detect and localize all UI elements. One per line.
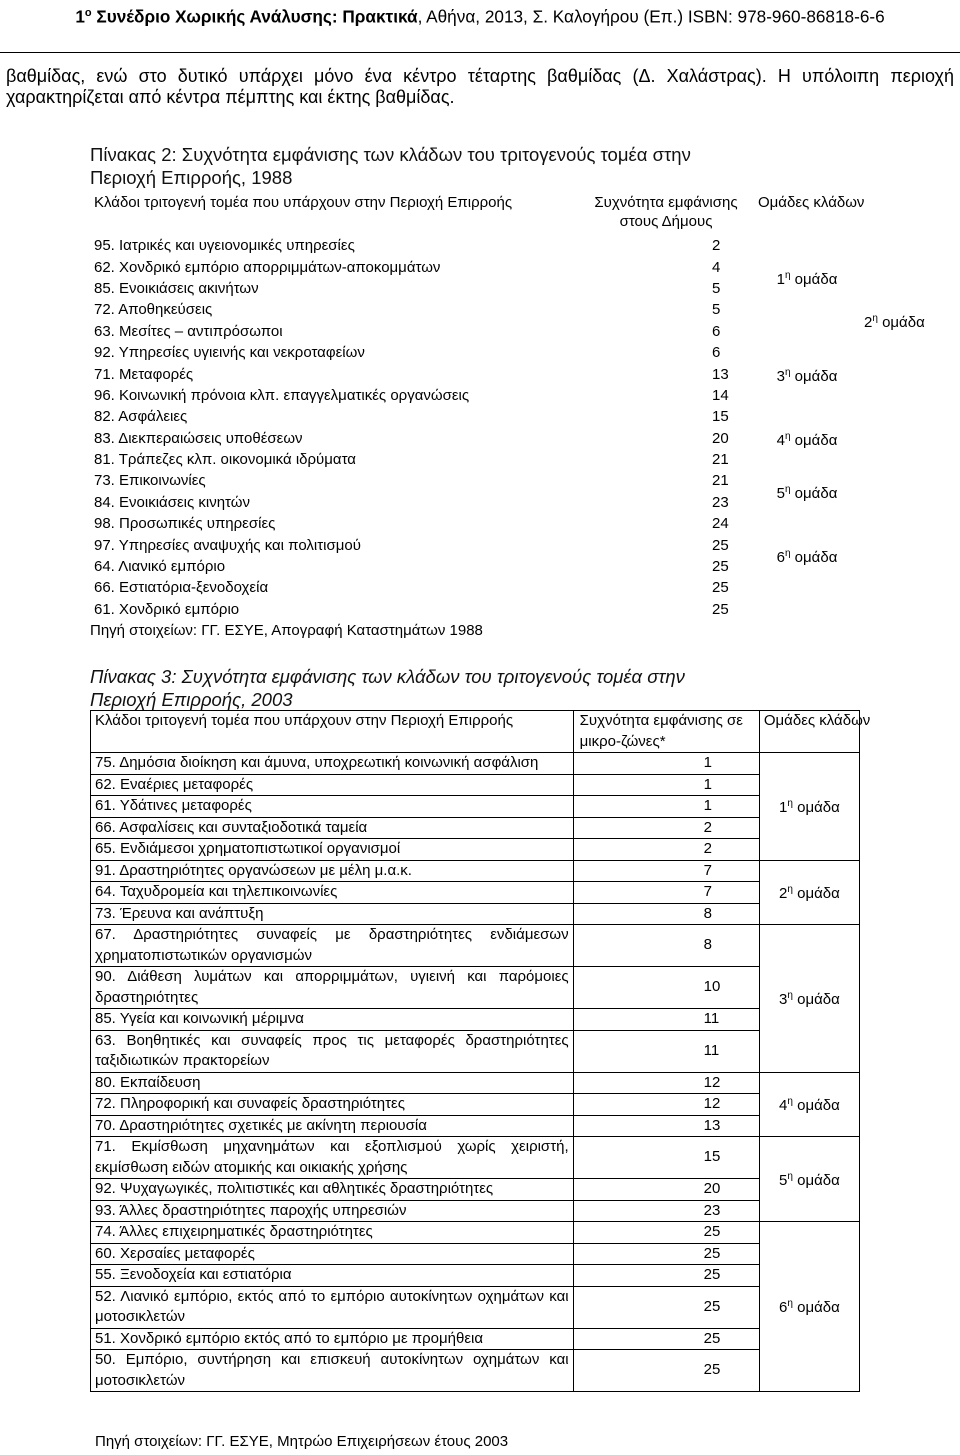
frequency-cell: 6 xyxy=(712,322,721,340)
branch-name-cell: 85. Υγεία και κοινωνική μέριμνα xyxy=(91,1009,574,1031)
frequency-cell: 8 xyxy=(573,925,759,967)
header-details: , Αθήνα, 2013, Σ. Καλογήρου (Επ.) ISBN: 978-960-86818-6-6 xyxy=(417,6,885,27)
group-cell xyxy=(759,1222,859,1392)
group-ordinal: η xyxy=(787,884,793,895)
group-ordinal: η xyxy=(872,313,878,325)
frequency-cell: 23 xyxy=(573,1200,759,1222)
branch-name-cell: 51. Χονδρικό εμπόριο εκτός από το εμπόριο με προμήθεια xyxy=(91,1328,574,1350)
group-label: ομάδα xyxy=(792,1171,840,1189)
table-row xyxy=(90,599,860,620)
frequency-cell: 7 xyxy=(573,882,759,904)
branch-name-cell: 81. Τράπεζες κλπ. οικονομικά ιδρύματα xyxy=(94,451,356,469)
branch-name-cell: 64. Ταχυδρομεία και τηλεπικοινωνίες xyxy=(91,882,574,904)
frequency-cell: 25 xyxy=(573,1265,759,1287)
frequency-cell: 20 xyxy=(573,1179,759,1201)
branch-name-cell: 84. Ενοικιάσεις κινητών xyxy=(94,493,250,511)
table3 xyxy=(90,710,871,1392)
table-row xyxy=(90,428,860,449)
branch-name-cell: 96. Κοινωνική πρόνοια κλπ. επαγγελματικές οργανώσεις xyxy=(94,386,470,404)
table-row xyxy=(91,925,860,967)
header-title: Συνέδριο Χωρικής Ανάλυσης: Πρακτικά xyxy=(91,6,418,27)
branch-name-cell: 73. Επικοινωνίες xyxy=(94,472,206,490)
group-label: ομάδα xyxy=(790,549,838,567)
frequency-cell: 13 xyxy=(712,365,729,383)
group-label: ομάδα xyxy=(792,799,840,816)
group-label: ομάδα xyxy=(792,885,840,902)
branch-name-cell: 66. Εστιατόρια-ξενοδοχεία xyxy=(94,579,269,597)
group-label: ομάδα xyxy=(792,991,840,1008)
table-row xyxy=(90,406,860,427)
table3-source: Πηγή στοιχείων: ΓΓ. ΕΣΥΕ, Μητρώο Επιχειρήσεων έτους 2003 xyxy=(95,1433,509,1450)
branch-name-cell: 67. Δραστηριότητες συναφείς με δραστηριότητες ενδιάμεσων χρηματοπιστωτικών οργανισμών xyxy=(91,925,574,967)
branch-name-cell: 66. Ασφαλίσεις και συνταξιοδοτικά ταμεία xyxy=(91,817,574,839)
group-ordinal: η xyxy=(784,548,791,560)
branch-name-cell: 62. Χονδρικό εμπόριο απορριμμάτων-αποκομμάτων xyxy=(94,258,441,276)
group-ordinal: η xyxy=(784,430,791,442)
branch-name-cell: 82. Ασφάλειες xyxy=(94,408,188,426)
group-number: 5 xyxy=(779,1171,788,1189)
table-row xyxy=(91,1243,860,1265)
group-ordinal: η xyxy=(784,366,791,378)
table-row xyxy=(91,882,860,904)
group-number: 2 xyxy=(864,314,873,332)
frequency-cell: 25 xyxy=(712,600,729,618)
branch-name-cell: 61. Χονδρικό εμπόριο xyxy=(94,600,240,618)
table-row xyxy=(90,385,860,406)
table-row xyxy=(90,363,860,384)
branch-name-cell: 92. Υπηρεσίες υγιεινής και νεκροταφείων xyxy=(94,344,365,362)
table-row xyxy=(90,556,860,577)
table3-caption-line1: Πίνακας 3: Συχνότητα εμφάνισης των κλάδων του τριτογενούς τομέα στην xyxy=(90,666,685,687)
frequency-cell: 14 xyxy=(712,386,729,404)
group-cell xyxy=(754,513,860,599)
branch-name-cell: 93. Άλλες δραστηριότητες παροχής υπηρεσιών xyxy=(91,1200,574,1222)
branch-name-cell: 63. Μεσίτες – αντιπρόσωποι xyxy=(94,322,283,340)
group-label: ομάδα xyxy=(790,367,838,385)
table-row xyxy=(91,1328,860,1350)
header-ordinal: ο xyxy=(84,7,92,19)
group-number: 1 xyxy=(776,271,785,289)
table-row xyxy=(91,774,860,796)
frequency-cell: 24 xyxy=(712,515,729,533)
group-cell xyxy=(754,342,860,406)
group-number: 5 xyxy=(776,485,785,503)
table-row xyxy=(91,1137,860,1179)
group-cell xyxy=(754,470,860,513)
frequency-cell: 12 xyxy=(573,1094,759,1116)
branch-name-cell: 92. Ψυχαγωγικές, πολιτιστικές και αθλητικές δραστηριότητες xyxy=(91,1179,574,1201)
table-row xyxy=(91,1179,860,1201)
frequency-cell: 4 xyxy=(712,258,721,276)
frequency-cell: 5 xyxy=(712,301,721,319)
frequency-cell: 5 xyxy=(712,279,721,297)
table3-body xyxy=(91,711,871,1392)
table-row xyxy=(91,1200,860,1222)
group-number: 1 xyxy=(779,799,788,816)
frequency-cell: 25 xyxy=(573,1243,759,1265)
table-row xyxy=(90,235,860,256)
frequency-cell: 21 xyxy=(712,451,729,469)
group-cell xyxy=(754,235,860,321)
frequency-cell: 8 xyxy=(573,903,759,925)
branch-name-cell: 95. Ιατρικές και υγειονομικές υπηρεσίες xyxy=(94,237,355,255)
table-row xyxy=(91,753,860,775)
group-cell xyxy=(754,406,860,470)
table-row xyxy=(90,492,860,513)
branch-name-cell: 61. Υδάτινες μεταφορές xyxy=(91,796,574,818)
table2-caption-line2: Περιοχή Επιρροής, 1988 xyxy=(90,167,293,188)
frequency-cell: 12 xyxy=(573,1072,759,1094)
table-row xyxy=(91,1286,860,1328)
group-number: 4 xyxy=(779,1097,788,1114)
table-row xyxy=(90,534,860,555)
table2-header-freq: Συχνότητα εμφάνισης στους Δήμους xyxy=(594,194,738,230)
table2-caption xyxy=(90,143,880,189)
group-number: 2 xyxy=(779,885,788,902)
branch-name-cell: 85. Ενοικιάσεις ακινήτων xyxy=(94,279,259,297)
frequency-cell: 2 xyxy=(712,237,721,255)
frequency-cell: 2 xyxy=(573,839,759,861)
group-number: 4 xyxy=(776,431,785,449)
table-row xyxy=(91,1265,860,1287)
group-ordinal: η xyxy=(787,1170,793,1182)
branch-name-cell: 98. Προσωπικές υπηρεσίες xyxy=(94,515,276,533)
frequency-cell: 1 xyxy=(573,796,759,818)
branch-name-cell: 71. Εκμίσθωση μηχανημάτων και εξοπλισμού χωρίς χειριστή, εκμίσθωση ειδών ατομικής και οικιακής χρήσης xyxy=(91,1137,574,1179)
frequency-cell: 13 xyxy=(573,1115,759,1137)
table-row xyxy=(91,903,860,925)
table-row xyxy=(91,967,860,1009)
table-row xyxy=(90,513,860,534)
branch-name-cell: 50. Εμπόριο, συντήρηση και επισκευή αυτοκίνητων οχημάτων και μοτοσικλετών xyxy=(91,1350,574,1392)
frequency-cell: 25 xyxy=(573,1222,759,1244)
group-number: 3 xyxy=(779,991,788,1008)
branch-name-cell: 72. Πληροφορική και συναφείς δραστηριότητες xyxy=(91,1094,574,1116)
group-cell xyxy=(759,1137,859,1222)
table-row xyxy=(90,577,860,598)
branch-name-cell: 74. Άλλες επιχειρηματικές δραστηριότητες xyxy=(91,1222,574,1244)
intro-paragraph: βαθμίδας, ενώ στο δυτικό υπάρχει μόνο ένα κέντρο τέταρτης βαθμίδας (Δ. Χαλάστρας). Η υπόλοιπη περιοχή χαρακτηρίζεται από κέντρα πέμπτης και έκτης βαθμίδας. xyxy=(6,66,954,107)
branch-name-cell: 60. Χερσαίες μεταφορές xyxy=(91,1243,574,1265)
branch-name-cell: 62. Εναέριες μεταφορές xyxy=(91,774,574,796)
frequency-cell: 25 xyxy=(712,579,729,597)
table-row xyxy=(90,342,860,363)
frequency-cell: 23 xyxy=(712,493,729,511)
group-label: ομάδα xyxy=(792,1299,840,1317)
table2-header-name: Κλάδοι τριτογενή τομέα που υπάρχουν στην Περιοχή Επιρροής xyxy=(94,194,513,211)
frequency-cell: 25 xyxy=(573,1328,759,1350)
table-row xyxy=(91,839,860,861)
branch-name-cell: 55. Ξενοδοχεία και εστιατόρια xyxy=(91,1265,574,1287)
branch-name-cell: 75. Δημόσια διοίκηση και άμυνα, υποχρεωτική κοινωνική ασφάλιση xyxy=(91,753,574,775)
branch-name-cell: 80. Εκπαίδευση xyxy=(91,1072,574,1094)
group-label: ομάδα xyxy=(790,271,838,289)
branch-name-cell: 65. Ενδιάμεσοι χρηματοπιστωτικοί οργανισμοί xyxy=(91,839,574,861)
branch-name-cell: 64. Λιανικό εμπόριο xyxy=(94,558,226,576)
table2-header-group: Ομάδες κλάδων xyxy=(758,194,865,211)
group-ordinal: η xyxy=(784,484,791,496)
table3-caption-line2: Περιοχή Επιρροής, 2003 xyxy=(90,689,293,710)
table-row xyxy=(90,278,860,299)
frequency-cell: 25 xyxy=(712,536,729,554)
frequency-cell: 15 xyxy=(712,408,729,426)
frequency-cell: 2 xyxy=(573,817,759,839)
branch-name-cell: 83. Διεκπεραιώσεις υποθέσεων xyxy=(94,429,303,447)
group-number: 6 xyxy=(779,1299,788,1317)
branch-name-cell: 90. Διάθεση λυμάτων και απορριμμάτων, υγιεινή και παρόμοιες δραστηριότητες xyxy=(91,967,574,1009)
frequency-cell: 11 xyxy=(573,1030,759,1072)
frequency-cell: 25 xyxy=(573,1350,759,1392)
table3-header-group: Ομάδες κλάδων xyxy=(759,711,859,753)
group-number: 3 xyxy=(776,367,785,385)
table-row xyxy=(90,256,860,277)
branch-name-cell: 70. Δραστηριότητες σχετικές με ακίνητη περιουσία xyxy=(91,1115,574,1137)
group-label: ομάδα xyxy=(790,431,838,449)
group-ordinal: η xyxy=(787,1298,793,1310)
table-row xyxy=(91,1222,860,1244)
table2-source: Πηγή στοιχείων: ΓΓ. ΕΣΥΕ, Απογραφή Καταστημάτων 1988 xyxy=(90,622,483,639)
table-row xyxy=(91,796,860,818)
frequency-cell: 15 xyxy=(573,1137,759,1179)
table-row xyxy=(91,1009,860,1031)
frequency-cell: 20 xyxy=(712,429,729,447)
branch-name-cell: 97. Υπηρεσίες αναψυχής και πολιτισμού xyxy=(94,536,361,554)
frequency-cell: 25 xyxy=(712,558,729,576)
group-ordinal: η xyxy=(787,990,793,1001)
table3-caption xyxy=(90,665,880,711)
table-row xyxy=(91,1094,860,1116)
branch-name-cell: 63. Βοηθητικές και συναφείς προς τις μεταφορές δραστηριότητες ταξιδιωτικών πρακτορείων xyxy=(91,1030,574,1072)
table-row xyxy=(90,299,860,320)
branch-name-cell: 71. Μεταφορές xyxy=(94,365,194,383)
group-label: ομάδα xyxy=(877,314,925,332)
branch-name-cell: 72. Αποθηκεύσεις xyxy=(94,301,213,319)
group-label: ομάδα xyxy=(792,1097,840,1114)
branch-name-cell: 91. Δραστηριότητες οργανώσεων με μέλη μ.α.κ. xyxy=(91,860,574,882)
table-row xyxy=(90,321,860,342)
frequency-cell: 6 xyxy=(712,344,721,362)
group-cell xyxy=(759,925,859,1073)
table-row xyxy=(91,1030,860,1072)
frequency-cell: 10 xyxy=(573,967,759,1009)
group-ordinal: η xyxy=(787,798,793,809)
group-ordinal: η xyxy=(784,270,791,282)
header-conference-number: 1 xyxy=(75,6,85,27)
frequency-cell: 1 xyxy=(573,774,759,796)
group-number: 6 xyxy=(776,549,785,567)
table-row xyxy=(90,449,860,470)
table-row xyxy=(91,817,860,839)
page-header xyxy=(0,0,960,53)
frequency-cell: 11 xyxy=(573,1009,759,1031)
table2 xyxy=(90,193,925,620)
table-row xyxy=(91,1072,860,1094)
group-cell xyxy=(759,1072,859,1137)
group-label: ομάδα xyxy=(790,485,838,503)
table-row xyxy=(90,470,860,491)
table-row xyxy=(91,1115,860,1137)
table-row xyxy=(91,1350,860,1392)
table3-header-name: Κλάδοι τριτογενή τομέα που υπάρχουν στην Περιοχή Επιρροής xyxy=(91,711,574,753)
frequency-cell: 21 xyxy=(712,472,729,490)
table3-header-freq: Συχνότητα εμφάνισης σε μικρο-ζώνες* xyxy=(573,711,759,753)
table2-header-row xyxy=(90,193,860,235)
table2-body xyxy=(90,193,925,620)
table-row xyxy=(91,860,860,882)
table3-header-row xyxy=(91,711,860,753)
table2-caption-line1: Πίνακας 2: Συχνότητα εμφάνισης των κλάδων του τριτογενούς τομέα στην xyxy=(90,144,691,165)
branch-name-cell: 52. Λιανικό εμπόριο, εκτός από το εμπόριο αυτοκίνητων οχημάτων και μοτοσικλετών xyxy=(91,1286,574,1328)
frequency-cell: 7 xyxy=(573,860,759,882)
frequency-cell: 25 xyxy=(573,1286,759,1328)
frequency-cell: 1 xyxy=(573,753,759,775)
group-cell xyxy=(759,753,859,861)
group-cell xyxy=(759,860,859,925)
group-ordinal: η xyxy=(787,1096,793,1107)
branch-name-cell: 73. Έρευνα και ανάπτυξη xyxy=(91,903,574,925)
